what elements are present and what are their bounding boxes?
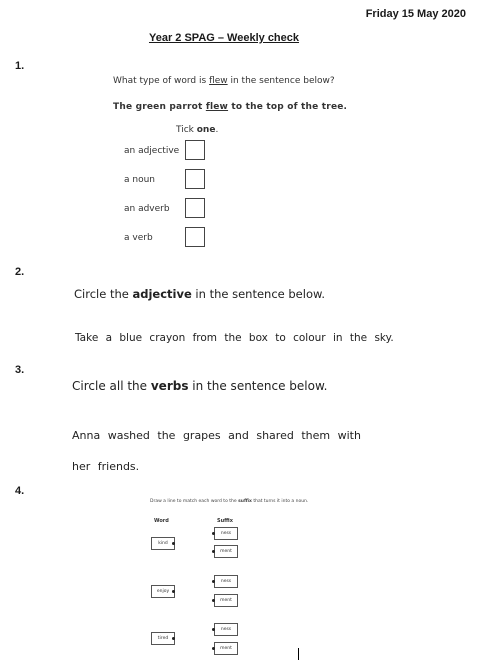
q2-sentence[interactable]: Take a blue crayon from the box to colour in the sky.	[75, 332, 394, 344]
q4-suffix-box: ment	[214, 642, 238, 655]
q4-suffix-box: ness	[214, 527, 238, 540]
q1-question	[113, 76, 335, 86]
q4-suffix-dot[interactable]	[212, 532, 215, 535]
q1-option-checkbox[interactable]	[185, 198, 205, 218]
q1-question-post: in the sentence below?	[227, 76, 335, 86]
q4-instruction-post: that turns it into a noun.	[251, 499, 309, 504]
q1-sentence-pre: The green parrot	[113, 102, 206, 112]
q4-suffix-box: ness	[214, 575, 238, 588]
date: Friday 15 May 2020	[365, 8, 466, 20]
q4-suffix-dot[interactable]	[212, 550, 215, 553]
q1-option-label: an adjective	[124, 146, 180, 156]
q1-question-pre: What type of word is	[113, 76, 210, 86]
q1-question-target: flew	[209, 76, 228, 86]
q4-instruction-bold: suffix	[238, 499, 252, 504]
q1-sentence	[113, 102, 347, 112]
q4-suffix-dot[interactable]	[212, 647, 215, 650]
q4-word-dot[interactable]	[172, 542, 175, 545]
q3-instruction-post: in the sentence below.	[188, 379, 328, 393]
q1-tick-instruction	[176, 125, 218, 135]
q1-tick-pre: Tick	[176, 125, 197, 135]
q3-instruction-bold: verbs	[150, 379, 189, 393]
q4-word-box: tired	[151, 632, 175, 645]
q4-word-dot[interactable]	[172, 637, 175, 640]
q1-tick-bold: one	[196, 125, 216, 135]
question-1-number: 1.	[15, 60, 25, 72]
q4-word-box: enjoy	[151, 585, 175, 598]
q1-option-checkbox[interactable]	[185, 227, 205, 247]
question-2-number: 2.	[15, 266, 25, 278]
q4-suffix-header: Suffix	[217, 518, 233, 524]
q1-option-label: a verb	[124, 233, 153, 243]
q3-sentence-line-1[interactable]: Anna washed the grapes and shared them with	[72, 429, 361, 442]
q3-instruction	[72, 379, 328, 393]
q2-instruction-pre: Circle the	[74, 287, 133, 301]
q3-instruction-pre: Circle all the	[72, 379, 151, 393]
q1-option-checkbox[interactable]	[185, 140, 205, 160]
q1-option-checkbox[interactable]	[185, 169, 205, 189]
q2-instruction-bold: adjective	[132, 287, 192, 301]
q4-suffix-dot[interactable]	[212, 580, 215, 583]
q1-option-label: a noun	[124, 175, 155, 185]
text-cursor	[298, 648, 299, 660]
question-3-number: 3.	[15, 364, 25, 376]
q1-sentence-target: flew	[205, 102, 229, 112]
q4-suffix-dot[interactable]	[212, 599, 215, 602]
q4-instruction	[150, 498, 330, 505]
worksheet-title: Year 2 SPAG – Weekly check	[148, 32, 300, 44]
q2-instruction	[74, 287, 325, 301]
q4-suffix-box: ness	[214, 623, 238, 636]
q4-word-box: kind	[151, 537, 175, 550]
q1-tick-post: .	[215, 125, 219, 135]
q4-suffix-box: ment	[214, 594, 238, 607]
question-4-number: 4.	[15, 485, 25, 497]
q4-suffix-box: ment	[214, 545, 238, 558]
q4-suffix-dot[interactable]	[212, 628, 215, 631]
q2-instruction-post: in the sentence below.	[191, 287, 325, 301]
q3-sentence-line-2[interactable]: her friends.	[72, 460, 140, 473]
q4-instruction-pre: Draw a line to match each word to the	[150, 499, 239, 504]
q1-sentence-post: to the top of the tree.	[228, 102, 348, 112]
q4-word-dot[interactable]	[172, 590, 175, 593]
q1-option-label: an adverb	[124, 204, 170, 214]
q4-word-header: Word	[154, 518, 169, 524]
